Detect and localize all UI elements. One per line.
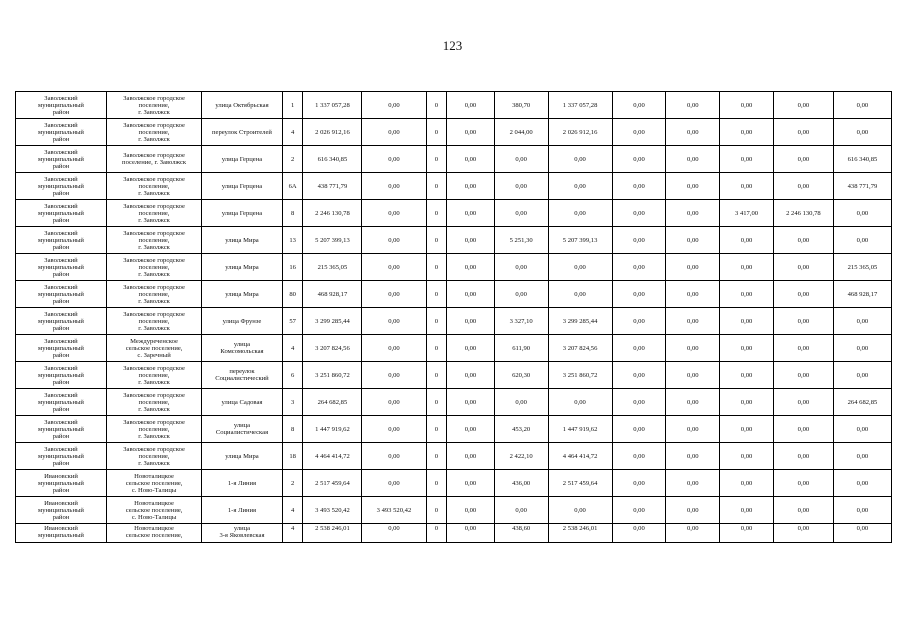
page-number: 123 [442, 38, 463, 53]
cell-cost-h: 0,00 [833, 308, 891, 335]
cell-cost-d: 0,00 [612, 335, 666, 362]
cell-cost-b: 0,00 [447, 470, 495, 497]
cell-cost-e: 0,00 [666, 389, 720, 416]
cell-area: 0,00 [494, 497, 548, 524]
cell-count: 0 [426, 524, 447, 543]
cell-district: Заволжский муниципальный район [16, 416, 107, 443]
cell-count: 0 [426, 173, 447, 200]
cell-cost-c: 1 337 057,28 [548, 92, 612, 119]
cell-area: 0,00 [494, 254, 548, 281]
table-row [16, 227, 892, 254]
cell-house-number: 16 [282, 254, 303, 281]
cell-cost-g: 0,00 [773, 92, 833, 119]
cell-area: 3 327,10 [494, 308, 548, 335]
cell-cost-f: 0,00 [720, 524, 774, 543]
cell-area: 0,00 [494, 146, 548, 173]
cell-cost-f: 0,00 [720, 281, 774, 308]
cell-cost-e: 0,00 [666, 416, 720, 443]
cell-area: 0,00 [494, 200, 548, 227]
cell-house-number: 8 [282, 416, 303, 443]
cell-district: Заволжский муниципальный район [16, 281, 107, 308]
cell-house-number: 4 [282, 335, 303, 362]
cell-cost-c: 0,00 [548, 254, 612, 281]
cell-cost-b: 0,00 [447, 200, 495, 227]
cell-street: переулок Социалистический [202, 362, 283, 389]
cell-cost-d: 0,00 [612, 443, 666, 470]
cell-district: Заволжский муниципальный район [16, 146, 107, 173]
cell-cost-b: 0,00 [447, 497, 495, 524]
cell-cost-f: 0,00 [720, 254, 774, 281]
cell-cost-c: 0,00 [548, 281, 612, 308]
cell-cost-f: 0,00 [720, 119, 774, 146]
cell-cost-e: 0,00 [666, 362, 720, 389]
cell-total-cost: 215 365,05 [303, 254, 362, 281]
cell-cost-g: 0,00 [773, 335, 833, 362]
cell-count: 0 [426, 200, 447, 227]
cell-district: Заволжский муниципальный район [16, 443, 107, 470]
cell-cost-b: 0,00 [447, 524, 495, 543]
cell-total-cost: 5 207 399,13 [303, 227, 362, 254]
cell-area: 2 044,00 [494, 119, 548, 146]
cell-cost-h: 0,00 [833, 524, 891, 543]
cell-cost-c: 3 207 824,56 [548, 335, 612, 362]
cell-cost-g: 0,00 [773, 443, 833, 470]
cell-settlement: Заволжское городское поселение, г. Заволжск [107, 119, 202, 146]
cell-cost-c: 3 299 285,44 [548, 308, 612, 335]
cell-cost-d: 0,00 [612, 416, 666, 443]
cell-cost-e: 0,00 [666, 119, 720, 146]
cell-house-number: 6А [282, 173, 303, 200]
cell-district: Заволжский муниципальный район [16, 200, 107, 227]
cell-cost-b: 0,00 [447, 416, 495, 443]
cell-total-cost: 2 517 459,64 [303, 470, 362, 497]
cell-cost-f: 0,00 [720, 470, 774, 497]
cell-house-number: 4 [282, 119, 303, 146]
cell-cost-d: 0,00 [612, 389, 666, 416]
cell-count: 0 [426, 497, 447, 524]
cell-cost-b: 0,00 [447, 92, 495, 119]
cell-cost-b: 0,00 [447, 308, 495, 335]
cell-street: улица Комсомольская [202, 335, 283, 362]
cell-cost-f: 0,00 [720, 497, 774, 524]
cell-settlement: Междуреченское сельское поселение, с. Заречный [107, 335, 202, 362]
cell-settlement: Заволжское городское поселение, г. Заволжск [107, 281, 202, 308]
housing-repair-table [15, 91, 892, 543]
cell-house-number: 6 [282, 362, 303, 389]
cell-cost-d: 0,00 [612, 227, 666, 254]
cell-house-number: 8 [282, 200, 303, 227]
cell-cost-h: 0,00 [833, 227, 891, 254]
cell-cost-h: 0,00 [833, 470, 891, 497]
cell-cost-g: 0,00 [773, 227, 833, 254]
cell-cost-e: 0,00 [666, 281, 720, 308]
cell-cost-a: 0,00 [362, 119, 426, 146]
cell-cost-c: 5 207 399,13 [548, 227, 612, 254]
cell-house-number: 2 [282, 146, 303, 173]
cell-cost-a: 0,00 [362, 335, 426, 362]
cell-cost-c: 0,00 [548, 497, 612, 524]
cell-total-cost: 438 771,79 [303, 173, 362, 200]
cell-cost-g: 0,00 [773, 254, 833, 281]
table-body [16, 92, 892, 543]
cell-cost-e: 0,00 [666, 308, 720, 335]
table-row [16, 254, 892, 281]
cell-street: переулок Строителей [202, 119, 283, 146]
cell-cost-c: 0,00 [548, 173, 612, 200]
cell-settlement: Заволжское городское поселение, г. Заволжск [107, 389, 202, 416]
cell-street: улица Октябрьская [202, 92, 283, 119]
table-row [16, 389, 892, 416]
cell-cost-e: 0,00 [666, 146, 720, 173]
cell-total-cost: 1 337 057,28 [303, 92, 362, 119]
cell-cost-h: 0,00 [833, 200, 891, 227]
cell-cost-d: 0,00 [612, 119, 666, 146]
cell-cost-a: 3 493 520,42 [362, 497, 426, 524]
cell-street: 1-я Линия [202, 497, 283, 524]
cell-cost-d: 0,00 [612, 200, 666, 227]
cell-total-cost: 3 207 824,56 [303, 335, 362, 362]
cell-cost-d: 0,00 [612, 470, 666, 497]
cell-cost-f: 0,00 [720, 335, 774, 362]
cell-cost-g: 0,00 [773, 281, 833, 308]
cell-district: Заволжский муниципальный район [16, 389, 107, 416]
cell-settlement: Заволжское городское поселение, г. Заволжск [107, 308, 202, 335]
cell-cost-c: 3 251 860,72 [548, 362, 612, 389]
cell-street: улица Мира [202, 227, 283, 254]
cell-area: 5 251,30 [494, 227, 548, 254]
cell-settlement: Заволжское городское поселение, г. Заволжск [107, 416, 202, 443]
cell-count: 0 [426, 443, 447, 470]
cell-cost-e: 0,00 [666, 200, 720, 227]
cell-cost-b: 0,00 [447, 362, 495, 389]
cell-cost-g: 0,00 [773, 119, 833, 146]
cell-district: Заволжский муниципальный район [16, 119, 107, 146]
cell-cost-a: 0,00 [362, 470, 426, 497]
cell-cost-d: 0,00 [612, 254, 666, 281]
cell-total-cost: 3 251 860,72 [303, 362, 362, 389]
cell-street: улица 3-я Яковлевская [202, 524, 283, 543]
cell-cost-b: 0,00 [447, 335, 495, 362]
cell-cost-h: 438 771,79 [833, 173, 891, 200]
cell-count: 0 [426, 416, 447, 443]
cell-cost-h: 616 340,85 [833, 146, 891, 173]
table-row [16, 281, 892, 308]
cell-street: улица Мира [202, 443, 283, 470]
cell-area: 620,30 [494, 362, 548, 389]
cell-district: Заволжский муниципальный район [16, 254, 107, 281]
cell-cost-g: 0,00 [773, 470, 833, 497]
cell-house-number: 13 [282, 227, 303, 254]
cell-house-number: 57 [282, 308, 303, 335]
cell-total-cost: 2 026 912,16 [303, 119, 362, 146]
cell-cost-e: 0,00 [666, 92, 720, 119]
cell-count: 0 [426, 254, 447, 281]
cell-cost-c: 0,00 [548, 146, 612, 173]
cell-settlement: Новоталицкое сельское поселение, [107, 524, 202, 543]
cell-cost-f: 0,00 [720, 173, 774, 200]
cell-cost-e: 0,00 [666, 443, 720, 470]
cell-cost-g: 0,00 [773, 416, 833, 443]
cell-settlement: Заволжское городское поселение, г. Заволжск [107, 254, 202, 281]
cell-area: 380,70 [494, 92, 548, 119]
cell-cost-h: 215 365,05 [833, 254, 891, 281]
cell-cost-f: 0,00 [720, 416, 774, 443]
cell-settlement: Новоталицкое сельское поселение, с. Ново-Талицы [107, 470, 202, 497]
cell-total-cost: 3 299 285,44 [303, 308, 362, 335]
table-row [16, 119, 892, 146]
cell-cost-a: 0,00 [362, 524, 426, 543]
cell-cost-f: 0,00 [720, 308, 774, 335]
cell-street: улица Социалистическая [202, 416, 283, 443]
cell-cost-e: 0,00 [666, 470, 720, 497]
cell-settlement: Новоталицкое сельское поселение, с. Ново-Талицы [107, 497, 202, 524]
cell-cost-g: 0,00 [773, 146, 833, 173]
cell-district: Заволжский муниципальный район [16, 362, 107, 389]
cell-count: 0 [426, 389, 447, 416]
cell-district: Ивановский муниципальный [16, 524, 107, 543]
cell-house-number: 1 [282, 92, 303, 119]
cell-area: 453,20 [494, 416, 548, 443]
cell-cost-c: 1 447 919,62 [548, 416, 612, 443]
cell-cost-f: 0,00 [720, 389, 774, 416]
cell-street: 1-я Линия [202, 470, 283, 497]
cell-cost-c: 2 538 246,01 [548, 524, 612, 543]
cell-count: 0 [426, 470, 447, 497]
cell-cost-e: 0,00 [666, 227, 720, 254]
cell-cost-h: 0,00 [833, 362, 891, 389]
cell-house-number: 4 [282, 524, 303, 543]
cell-cost-d: 0,00 [612, 281, 666, 308]
cell-cost-h: 468 928,17 [833, 281, 891, 308]
cell-total-cost: 468 928,17 [303, 281, 362, 308]
cell-cost-c: 0,00 [548, 200, 612, 227]
cell-cost-d: 0,00 [612, 146, 666, 173]
table-row [16, 524, 892, 543]
cell-cost-e: 0,00 [666, 335, 720, 362]
cell-street: улица Мира [202, 254, 283, 281]
cell-district: Заволжский муниципальный район [16, 335, 107, 362]
cell-district: Заволжский муниципальный район [16, 308, 107, 335]
cell-cost-d: 0,00 [612, 308, 666, 335]
cell-street: улица Садовая [202, 389, 283, 416]
cell-cost-h: 0,00 [833, 119, 891, 146]
cell-cost-g: 0,00 [773, 497, 833, 524]
cell-cost-b: 0,00 [447, 389, 495, 416]
cell-street: улица Герцена [202, 173, 283, 200]
cell-cost-b: 0,00 [447, 173, 495, 200]
cell-cost-h: 0,00 [833, 497, 891, 524]
cell-house-number: 18 [282, 443, 303, 470]
cell-cost-g: 0,00 [773, 389, 833, 416]
cell-cost-b: 0,00 [447, 254, 495, 281]
cell-total-cost: 3 493 520,42 [303, 497, 362, 524]
table-row [16, 443, 892, 470]
cell-total-cost: 2 246 130,78 [303, 200, 362, 227]
cell-area: 0,00 [494, 389, 548, 416]
cell-cost-e: 0,00 [666, 254, 720, 281]
cell-count: 0 [426, 119, 447, 146]
cell-settlement: Заволжское городское поселение, г. Заволжск [107, 227, 202, 254]
cell-area: 611,90 [494, 335, 548, 362]
cell-cost-d: 0,00 [612, 92, 666, 119]
cell-settlement: Заволжское городское поселение, г. Заволжск [107, 173, 202, 200]
cell-cost-h: 0,00 [833, 92, 891, 119]
cell-cost-a: 0,00 [362, 281, 426, 308]
cell-cost-f: 0,00 [720, 92, 774, 119]
cell-cost-e: 0,00 [666, 524, 720, 543]
cell-cost-e: 0,00 [666, 497, 720, 524]
cell-street: улица Герцена [202, 200, 283, 227]
cell-district: Заволжский муниципальный район [16, 173, 107, 200]
cell-house-number: 80 [282, 281, 303, 308]
cell-total-cost: 264 682,85 [303, 389, 362, 416]
cell-count: 0 [426, 146, 447, 173]
cell-cost-g: 0,00 [773, 524, 833, 543]
cell-cost-b: 0,00 [447, 119, 495, 146]
cell-count: 0 [426, 335, 447, 362]
table-row [16, 416, 892, 443]
cell-cost-b: 0,00 [447, 281, 495, 308]
cell-house-number: 3 [282, 389, 303, 416]
cell-house-number: 2 [282, 470, 303, 497]
cell-cost-a: 0,00 [362, 389, 426, 416]
cell-cost-c: 4 464 414,72 [548, 443, 612, 470]
cell-cost-f: 0,00 [720, 146, 774, 173]
cell-district: Ивановский муниципальный район [16, 470, 107, 497]
cell-cost-g: 2 246 130,78 [773, 200, 833, 227]
table-row [16, 362, 892, 389]
cell-cost-h: 264 682,85 [833, 389, 891, 416]
cell-street: улица Фрунзе [202, 308, 283, 335]
cell-count: 0 [426, 92, 447, 119]
cell-count: 0 [426, 362, 447, 389]
cell-cost-h: 0,00 [833, 443, 891, 470]
cell-house-number: 4 [282, 497, 303, 524]
cell-total-cost: 1 447 919,62 [303, 416, 362, 443]
cell-cost-h: 0,00 [833, 416, 891, 443]
cell-area: 0,00 [494, 281, 548, 308]
cell-cost-a: 0,00 [362, 227, 426, 254]
cell-area: 438,60 [494, 524, 548, 543]
cell-count: 0 [426, 308, 447, 335]
cell-settlement: Заволжское городское поселение, г. Заволжск [107, 362, 202, 389]
cell-settlement: Заволжское городское поселение, г. Заволжск [107, 92, 202, 119]
cell-total-cost: 616 340,85 [303, 146, 362, 173]
table-row [16, 173, 892, 200]
cell-cost-g: 0,00 [773, 362, 833, 389]
cell-cost-a: 0,00 [362, 146, 426, 173]
cell-district: Заволжский муниципальный район [16, 92, 107, 119]
cell-cost-h: 0,00 [833, 335, 891, 362]
cell-cost-a: 0,00 [362, 92, 426, 119]
cell-settlement: Заволжское городское поселение, г. Заволжск [107, 443, 202, 470]
table-row [16, 146, 892, 173]
cell-cost-b: 0,00 [447, 146, 495, 173]
table-row [16, 497, 892, 524]
cell-cost-c: 2 517 459,64 [548, 470, 612, 497]
table-row [16, 92, 892, 119]
cell-cost-a: 0,00 [362, 200, 426, 227]
cell-cost-f: 0,00 [720, 362, 774, 389]
cell-cost-g: 0,00 [773, 173, 833, 200]
cell-cost-a: 0,00 [362, 308, 426, 335]
cell-cost-g: 0,00 [773, 308, 833, 335]
cell-cost-a: 0,00 [362, 173, 426, 200]
cell-cost-f: 3 417,00 [720, 200, 774, 227]
cell-cost-a: 0,00 [362, 254, 426, 281]
cell-district: Ивановский муниципальный район [16, 497, 107, 524]
cell-cost-d: 0,00 [612, 173, 666, 200]
cell-cost-f: 0,00 [720, 443, 774, 470]
cell-cost-c: 2 026 912,16 [548, 119, 612, 146]
cell-cost-f: 0,00 [720, 227, 774, 254]
cell-cost-d: 0,00 [612, 362, 666, 389]
cell-cost-b: 0,00 [447, 443, 495, 470]
cell-cost-e: 0,00 [666, 173, 720, 200]
cell-cost-a: 0,00 [362, 443, 426, 470]
cell-cost-a: 0,00 [362, 416, 426, 443]
cell-street: улица Мира [202, 281, 283, 308]
table-row [16, 470, 892, 497]
cell-street: улица Герцена [202, 146, 283, 173]
cell-settlement: Заволжское городское поселение, г. Заволжск [107, 200, 202, 227]
cell-district: Заволжский муниципальный район [16, 227, 107, 254]
cell-total-cost: 2 538 246,01 [303, 524, 362, 543]
cell-count: 0 [426, 227, 447, 254]
table-row [16, 335, 892, 362]
cell-cost-d: 0,00 [612, 497, 666, 524]
cell-area: 0,00 [494, 173, 548, 200]
cell-count: 0 [426, 281, 447, 308]
cell-cost-b: 0,00 [447, 227, 495, 254]
cell-cost-c: 0,00 [548, 389, 612, 416]
cell-settlement: Заволжское городское поселение, г. Заволжск [107, 146, 202, 173]
cell-area: 2 422,10 [494, 443, 548, 470]
cell-cost-d: 0,00 [612, 524, 666, 543]
table-row [16, 200, 892, 227]
cell-cost-a: 0,00 [362, 362, 426, 389]
cell-total-cost: 4 464 414,72 [303, 443, 362, 470]
cell-area: 436,00 [494, 470, 548, 497]
table-row [16, 308, 892, 335]
